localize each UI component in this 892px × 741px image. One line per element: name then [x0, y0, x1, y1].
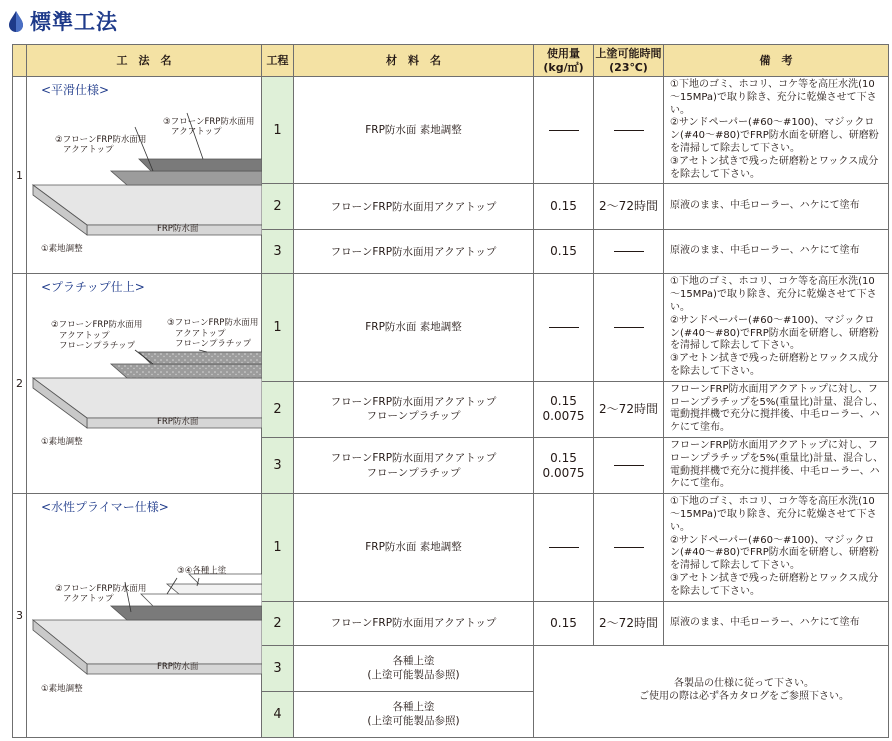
usage-empty: [534, 494, 594, 601]
step-number: 1: [262, 274, 294, 381]
recoat-empty: [594, 230, 664, 274]
note-cell: 原液のまま、中毛ローラー、ハケにて塗布: [664, 184, 889, 230]
method-subtitle: <水性プライマー仕様>: [41, 500, 169, 515]
note-cell: 原液のまま、中毛ローラー、ハケにて塗布: [664, 601, 889, 645]
step-number: 2: [262, 381, 294, 437]
note-cell: ①下地のゴミ、ホコリ、コケ等を高圧水洗(10～15MPa)で取り除き、充分に乾燥させて下さい。 ②サンドペーパー(#60～#100)、マジックロン(#40～#80)でFRP防水面を研磨し、研磨粉を清掃して除去して下さい。 ③アセトン拭きで残った研磨粉とワックス成分を除去して下さい。: [664, 494, 889, 601]
usage-empty: [534, 77, 594, 184]
recoat-empty: [594, 274, 664, 381]
step-number: 1: [262, 77, 294, 184]
method-subtitle: <平滑仕様>: [41, 83, 110, 97]
standard-method-table: [12, 44, 889, 738]
layer3-label: ③フローンFRP防水面用 アクアトップ: [163, 117, 255, 138]
header-recoat: 上塗可能時間 (23℃): [594, 45, 664, 77]
base-label: FRP防水面: [157, 224, 199, 234]
note-cell: ①下地のゴミ、ホコリ、コケ等を高圧水洗(10～15MPa)で取り除き、充分に乾燥させて下さい。 ②サンドペーパー(#60～#100)、マジックロン(#40～#80)でFRP防水面を研磨し、研磨粉を清掃して除去して下さい。 ③アセトン拭きで残った研磨粉とワックス成分を除去して下さい。: [664, 274, 889, 381]
table-row: [13, 274, 889, 381]
method-illustration: [27, 77, 262, 274]
layer3-label: ③フローンFRP防水面用 アクアトップ フローンプラチップ: [167, 318, 259, 349]
header-material: 材 料 名: [294, 45, 534, 77]
recoat-empty: [594, 77, 664, 184]
material-name: FRP防水面 素地調整: [294, 274, 534, 381]
droplet-icon: [8, 10, 24, 32]
step-number: 4: [262, 691, 294, 737]
table-row: [13, 77, 889, 184]
page-title: 標準工法: [30, 10, 118, 34]
note-cell: 原液のまま、中毛ローラー、ハケにて塗布: [664, 230, 889, 274]
prep-label: ①素地調整: [41, 684, 83, 695]
recoat-empty: [594, 437, 664, 493]
recoat-time: 2～72時間: [594, 381, 664, 437]
usage-value: 0.15 0.0075: [534, 381, 594, 437]
dash-mark: [614, 465, 644, 466]
layer-diagram: [27, 274, 262, 484]
merged-note: 各製品の仕様に従って下さい。 ご使用の際は必ず各カタログをご参照下さい。: [534, 645, 889, 737]
layer2-label: ②フローンFRP防水面用 アクアトップ: [55, 135, 147, 156]
usage-value: 0.15: [534, 601, 594, 645]
layer34-label: ③④各種上塗: [177, 566, 227, 577]
note-cell: フローンFRP防水面用アクアトップに対し、フローンプラチップを5%(重量比)計量、混合し、電動撹拌機で充分に撹拌後、中毛ローラー、ハケにて塗布。: [664, 437, 889, 493]
recoat-time: 2～72時間: [594, 184, 664, 230]
header-step: 工程: [262, 45, 294, 77]
table-row: [13, 494, 889, 601]
material-name: フローンFRP防水面用アクアトップ: [294, 230, 534, 274]
material-name: フローンFRP防水面用アクアトップ: [294, 601, 534, 645]
material-name: 各種上塗 (上塗可能製品参照): [294, 645, 534, 691]
base-label: FRP防水面: [157, 662, 199, 673]
material-name: フローンFRP防水面用アクアトップ: [294, 184, 534, 230]
layer-diagram: [27, 494, 262, 741]
table-header-row: [13, 45, 889, 77]
header-method: 工 法 名: [27, 45, 262, 77]
step-number: 2: [262, 184, 294, 230]
dash-mark: [614, 547, 644, 548]
step-number: 3: [262, 645, 294, 691]
material-name: 各種上塗 (上塗可能製品参照): [294, 691, 534, 737]
dash-mark: [614, 130, 644, 131]
dash-mark: [549, 327, 579, 328]
material-name: フローンFRP防水面用アクアトップ フローンプラチップ: [294, 381, 534, 437]
prep-label: ①素地調整: [41, 244, 83, 254]
dash-mark: [614, 327, 644, 328]
method-number: 3: [13, 494, 27, 737]
step-number: 3: [262, 230, 294, 274]
step-number: 2: [262, 601, 294, 645]
method-illustration: [27, 274, 262, 494]
material-name: FRP防水面 素地調整: [294, 77, 534, 184]
usage-value: 0.15 0.0075: [534, 437, 594, 493]
material-name: FRP防水面 素地調整: [294, 494, 534, 601]
dash-mark: [614, 251, 644, 252]
note-cell: フローンFRP防水面用アクアトップに対し、フローンプラチップを5%(重量比)計量、混合し、電動撹拌機で充分に撹拌後、中毛ローラー、ハケにて塗布。: [664, 381, 889, 437]
method-subtitle: <プラチップ仕上>: [41, 280, 145, 295]
header-blank: [13, 45, 27, 77]
dash-mark: [549, 547, 579, 548]
prep-label: ①素地調整: [41, 437, 83, 448]
layer2-label: ②フローンFRP防水面用 アクアトップ フローンプラチップ: [51, 320, 143, 351]
step-number: 1: [262, 494, 294, 601]
layer2-label: ②フローンFRP防水面用 アクアトップ: [55, 584, 147, 605]
usage-empty: [534, 274, 594, 381]
usage-value: 0.15: [534, 230, 594, 274]
dash-mark: [549, 130, 579, 131]
recoat-time: 2～72時間: [594, 601, 664, 645]
method-number: 1: [13, 77, 27, 274]
header-usage: 使用量 (kg/㎡): [534, 45, 594, 77]
method-number: 2: [13, 274, 27, 494]
usage-value: 0.15: [534, 184, 594, 230]
method-illustration: [27, 494, 262, 737]
step-number: 3: [262, 437, 294, 493]
page-heading: [8, 6, 118, 36]
base-label: FRP防水面: [157, 417, 199, 428]
header-note: 備 考: [664, 45, 889, 77]
recoat-empty: [594, 494, 664, 601]
material-name: フローンFRP防水面用アクアトップ フローンプラチップ: [294, 437, 534, 493]
note-cell: ①下地のゴミ、ホコリ、コケ等を高圧水洗(10～15MPa)で取り除き、充分に乾燥させて下さい。 ②サンドペーパー(#60～#100)、マジックロン(#40～#80)でFRP防水面を研磨し、研磨粉を清掃して除去して下さい。 ③アセトン拭きで残った研磨粉とワックス成分を除去して下さい。: [664, 77, 889, 184]
